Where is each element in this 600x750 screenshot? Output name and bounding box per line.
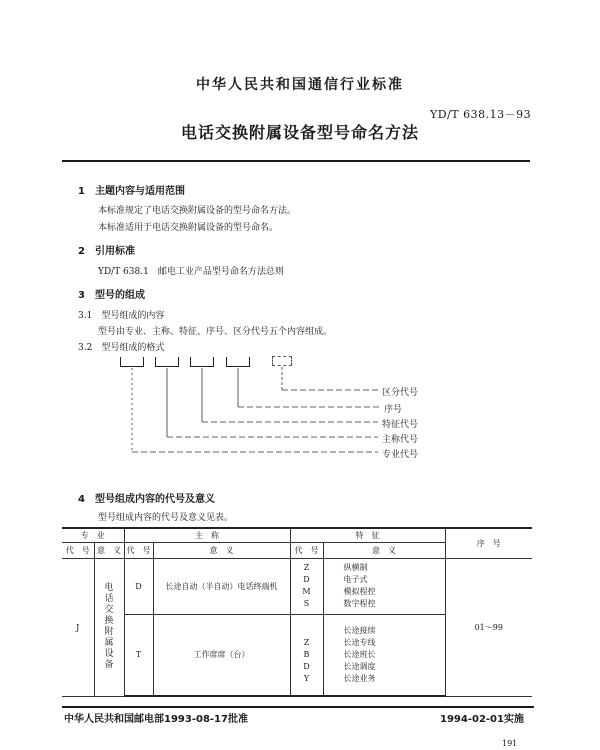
label-feature-code: 特征代号	[382, 420, 419, 430]
table-cell: Z	[303, 563, 310, 572]
table-cell: Z	[303, 637, 310, 647]
section-3-heading: 3 型号的组成	[78, 290, 145, 301]
serial-cell: 01～99	[445, 558, 532, 696]
section-4-paragraph: 型号组成内容的代号及意义见表。	[98, 513, 234, 523]
section-1-heading: 1 主题内容与适用范围	[78, 186, 185, 197]
subheader-main-code: 代 号	[124, 542, 153, 558]
main-meaning-terminal: 长途自动（半自动）电话终端机	[153, 558, 290, 614]
page-number: 191	[502, 739, 518, 748]
table-cell	[291, 625, 323, 637]
feature-codes-seat	[290, 614, 323, 696]
header-serial: 序 号	[445, 528, 532, 558]
subheader-main-meaning: 意 义	[153, 542, 290, 558]
label-specialty-code: 专业代号	[382, 450, 419, 460]
table-cell: S	[303, 599, 310, 608]
section-1-paragraph-1: 本标准规定了电话交换附属设备的型号命名方法。	[98, 206, 297, 216]
section-1-paragraph-2: 本标准适用于电话交换附属设备的型号命名。	[98, 223, 279, 233]
table-cell: D	[303, 575, 310, 584]
feature-meanings-terminal	[323, 558, 445, 614]
footer-rule	[62, 706, 534, 708]
header-main: 主 称	[124, 528, 290, 542]
code-meaning-table	[62, 527, 532, 697]
subheader-feature-code: 代 号	[290, 542, 323, 558]
specialty-meaning-cell	[94, 558, 124, 696]
table-cell: B	[303, 649, 310, 659]
section-3-1-heading: 3.1 型号组成的内容	[78, 311, 165, 321]
label-main-code: 主称代号	[382, 435, 419, 445]
issuer-statement: 中华人民共和国邮电部1993-08-17批准	[64, 714, 248, 725]
section-4-heading: 4 型号组成内容的代号及意义	[78, 494, 215, 505]
main-code-d: D	[124, 558, 153, 614]
table-cell: 长途班长	[343, 649, 376, 659]
table-cell: Y	[303, 673, 310, 683]
header-feature: 特 征	[290, 528, 445, 542]
table-cell: 长途接续	[343, 625, 376, 635]
standard-name: 中华人民共和国通信行业标准	[196, 77, 404, 93]
table-cell: 数字程控	[343, 599, 376, 608]
header-specialty: 专 业	[62, 528, 124, 542]
specialty-meaning-text: 电话交换附属设备	[104, 583, 114, 670]
table-cell: 电子式	[343, 575, 368, 584]
standard-code: YD/T 638.13－93	[430, 108, 532, 121]
label-serial: 序号	[384, 405, 403, 415]
section-3-1-paragraph: 型号由专业、主称、特征、序号、区分代号五个内容组成。	[98, 327, 333, 337]
subheader-specialty-code: 代 号	[62, 542, 94, 558]
main-code-t: T	[124, 614, 153, 696]
table-cell: 长途业务	[343, 673, 376, 683]
table-cell: M	[302, 587, 311, 596]
feature-meanings-seat	[323, 614, 445, 696]
section-2-reference: YD/T 638.1 邮电工业产品型号命名方法总则	[98, 267, 284, 277]
table-cell: 长途专线	[343, 637, 376, 647]
table-cell: 长途调度	[343, 661, 376, 671]
main-meaning-seat: 工作席席（台）	[153, 614, 290, 696]
specialty-code-cell: J	[62, 558, 94, 696]
table-cell: 模拟程控	[343, 587, 376, 596]
table-cell: D	[303, 661, 310, 671]
label-distinguish-code: 区分代号	[382, 388, 419, 398]
section-2-heading: 2 引用标准	[78, 246, 135, 257]
effective-date: 1994-02-01实施	[440, 714, 524, 725]
section-3-2-heading: 3.2 型号组成的格式	[78, 343, 165, 353]
feature-codes-terminal	[290, 558, 323, 614]
document-title: 电话交换附属设备型号命名方法	[180, 123, 419, 142]
subheader-specialty-meaning: 意 义	[94, 542, 124, 558]
table-cell: 纵横制	[343, 563, 368, 572]
subheader-feature-meaning: 意 义	[323, 542, 445, 558]
